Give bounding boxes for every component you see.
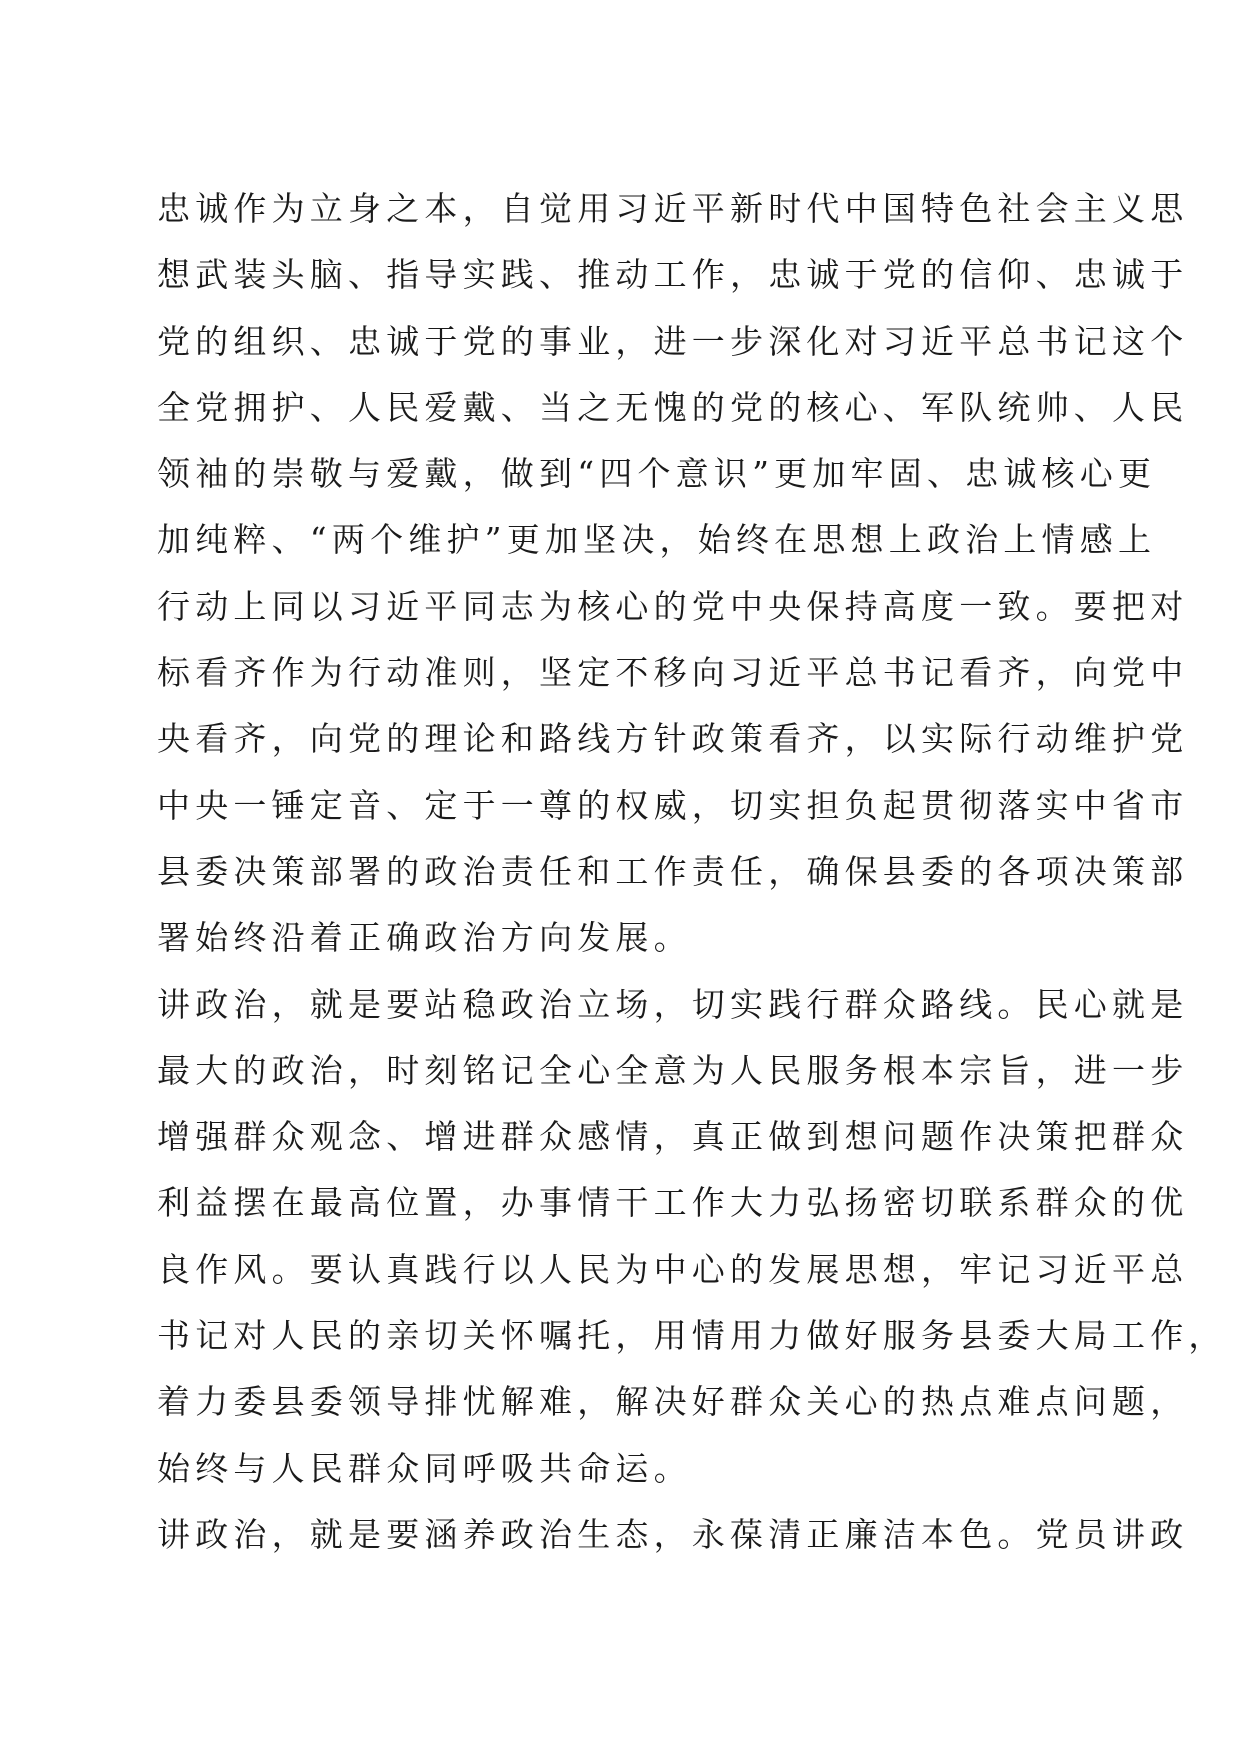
text-line: 忠诚作为立身之本，自觉用习近平新时代中国特色社会主义思 <box>157 189 1189 228</box>
text-line: 全党拥护、人民爱戴、当之无愧的党的核心、军队统帅、人民 <box>157 387 1189 427</box>
text-line: 中央一锤定音、定于一尊的权威，切实担负起贯彻落实中省市 <box>157 785 1189 825</box>
text-line: 领袖的崇敬与爱戴，做到“四个意识”更加牢固、忠诚核心更 <box>157 454 1157 494</box>
text-line: 讲政治，就是要涵养政治生态，永葆清正廉洁本色。党员讲政 <box>157 1514 1189 1554</box>
text-line: 想武装头脑、指导实践、推动工作，忠诚于党的信仰、忠诚于 <box>157 255 1189 295</box>
text-line: 央看齐，向党的理论和路线方针政策看齐，以实际行动维护党 <box>157 719 1189 759</box>
text-line: 县委决策部署的政治责任和工作责任，确保县委的各项决策部 <box>157 851 1189 891</box>
text-line: 加纯粹、“两个维护”更加坚决，始终在思想上政治上情感上 <box>157 520 1157 560</box>
text-line: 行动上同以习近平同志为核心的党中央保持高度一致。要把对 <box>157 586 1189 626</box>
text-line: 始终与人民群众同呼吸共命运。 <box>157 1448 692 1488</box>
text-line: 党的组织、忠诚于党的事业，进一步深化对习近平总书记这个 <box>157 321 1189 361</box>
text-line: 讲政治，就是要站稳政治立场，切实践行群众路线。民心就是 <box>157 984 1189 1024</box>
text-line: 着力委县委领导排忧解难，解决好群众关心的热点难点问题， <box>157 1382 1189 1422</box>
text-line: 书记对人民的亲切关怀嘱托，用情用力做好服务县委大局工作， <box>157 1316 1227 1356</box>
text-line: 标看齐作为行动准则，坚定不移向习近平总书记看齐，向党中 <box>157 653 1189 693</box>
text-line: 良作风。要认真践行以人民为中心的发展思想，牢记习近平总 <box>157 1249 1189 1289</box>
text-line: 利益摆在最高位置，办事情干工作大力弘扬密切联系群众的优 <box>157 1183 1189 1223</box>
text-line: 最大的政治，时刻铭记全心全意为人民服务根本宗旨，进一步 <box>157 1050 1189 1090</box>
text-line: 增强群众观念、增进群众感情，真正做到想问题作决策把群众 <box>157 1117 1189 1157</box>
body-text <box>157 176 1227 1568</box>
text-line: 署始终沿着正确政治方向发展。 <box>157 918 692 958</box>
